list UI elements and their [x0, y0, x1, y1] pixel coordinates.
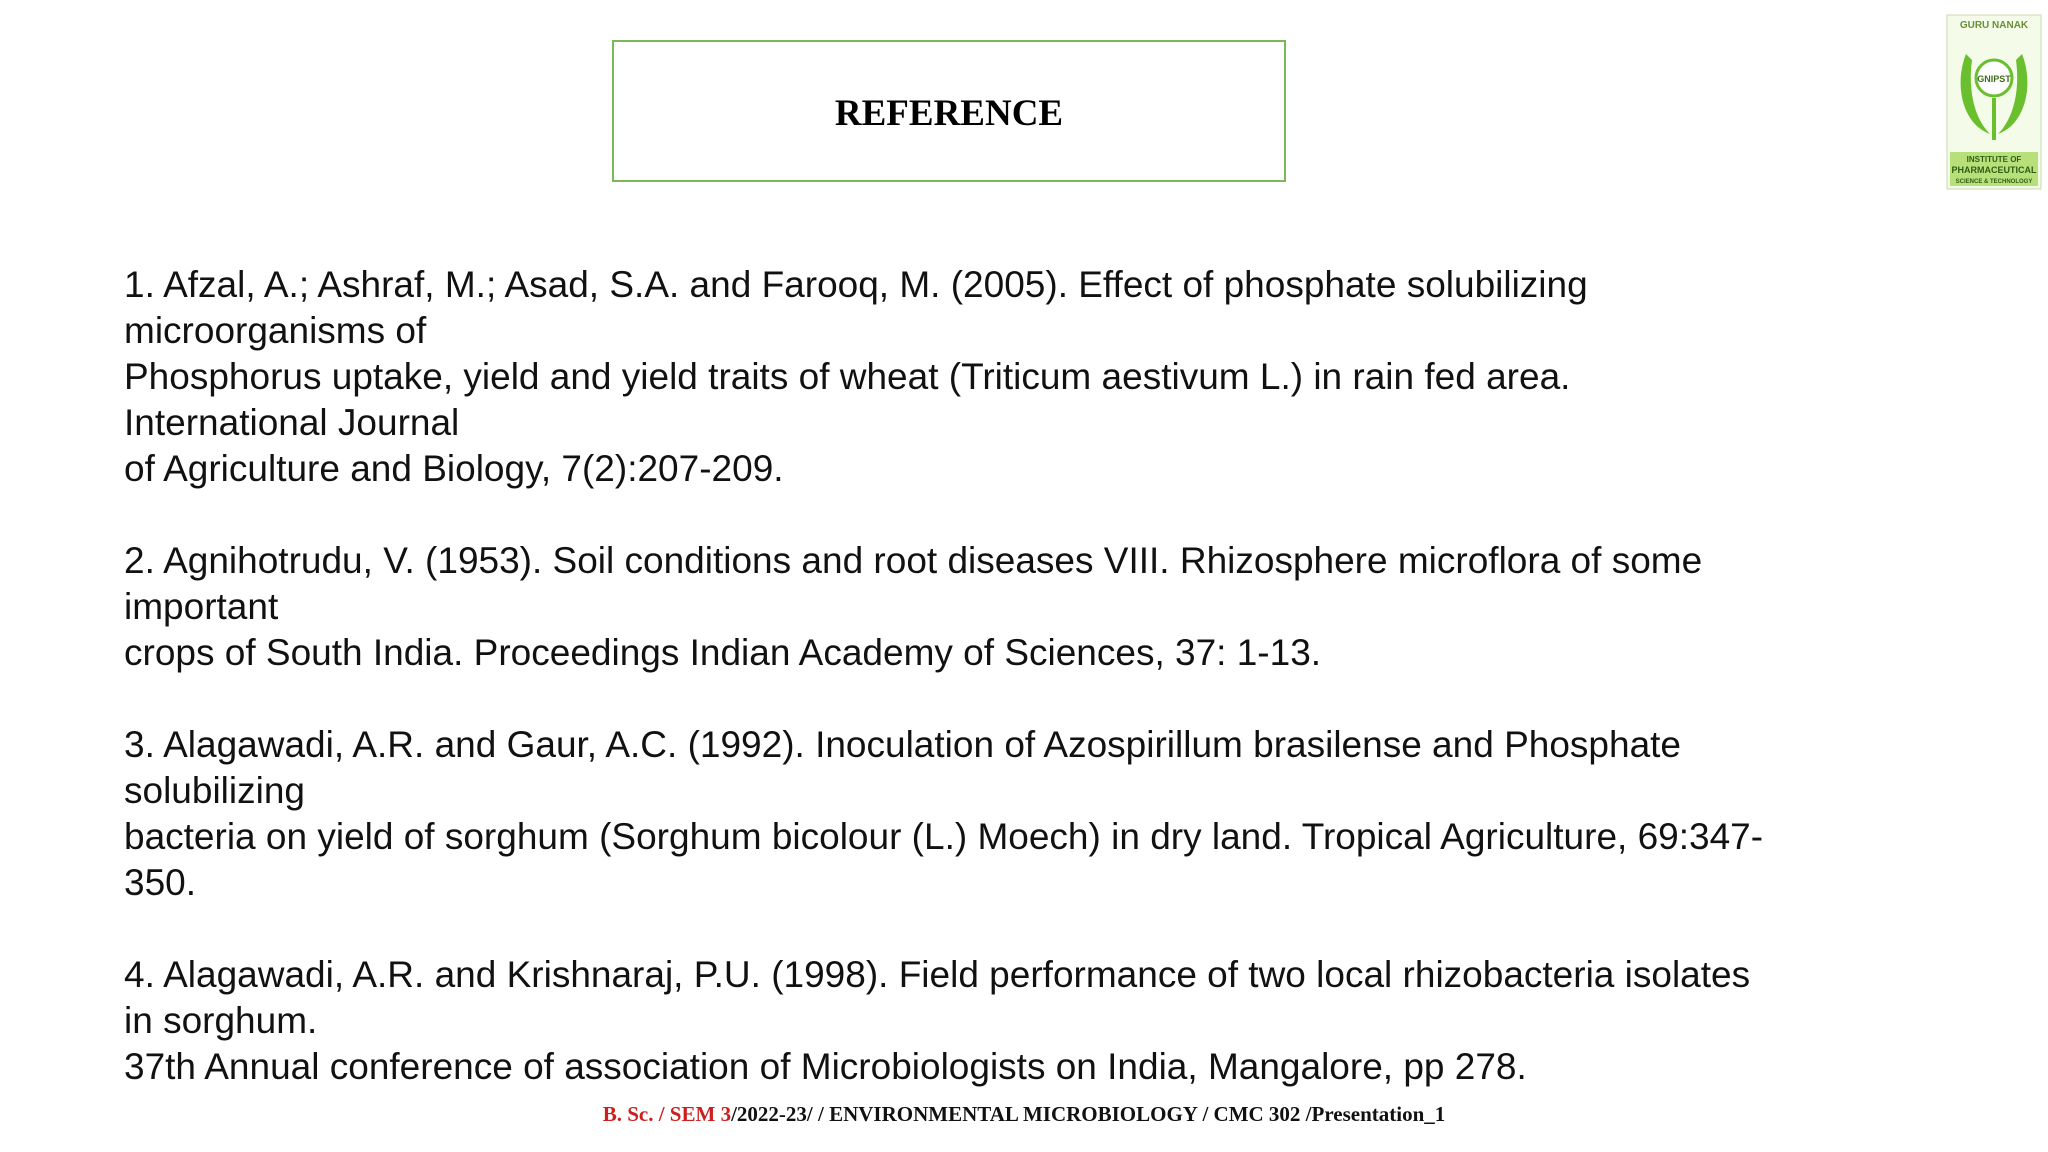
reference-line: microorganisms of [124, 310, 427, 351]
reference-line: 350. [124, 862, 197, 903]
logo-badge-text: GNIPST [1977, 74, 2011, 84]
reference-line: bacteria on yield of sorghum (Sorghum bicolour (L.) Moech) in dry land. Tropical Agriculture, 69:347- [124, 816, 1764, 857]
reference-item [124, 952, 1884, 1090]
logo-top-text: GURU NANAK [1959, 20, 2029, 31]
reference-item [124, 538, 1884, 676]
reference-line: Phosphorus uptake, yield and yield traits of wheat (Triticum aestivum L.) in rain fed area. [124, 356, 1571, 397]
reference-line: in sorghum. [124, 1000, 318, 1041]
reference-line: 3. Alagawadi, A.R. and Gaur, A.C. (1992). Inoculation of Azospirillum brasilense and Phosphate [124, 724, 1681, 765]
reference-line: 4. Alagawadi, A.R. and Krishnaraj, P.U. (1998). Field performance of two local rhizobacteria isolates [124, 954, 1751, 995]
reference-line: 2. Agnihotrudu, V. (1953). Soil conditions and root diseases VIII. Rhizosphere microflora of some [124, 540, 1703, 581]
logo-line1: INSTITUTE OF [1966, 155, 2022, 164]
reference-line: of Agriculture and Biology, 7(2):207-209. [124, 448, 784, 489]
reference-line: important [124, 586, 279, 627]
slide-title: REFERENCE [834, 92, 1064, 134]
title-box [612, 40, 1286, 182]
institute-logo [1946, 14, 2042, 190]
reference-item [124, 262, 1884, 492]
reference-line: 1. Afzal, A.; Ashraf, M.; Asad, S.A. and Farooq, M. (2005). Effect of phosphate solubilizing [124, 264, 1588, 305]
reference-item [124, 722, 1884, 906]
reference-line: solubilizing [124, 770, 305, 811]
footer-details: /2022-23/ / ENVIRONMENTAL MICROBIOLOGY / CMC 302 /Presentation_1 [731, 1102, 1446, 1126]
reference-list [124, 262, 1884, 1090]
logo-line2: PHARMACEUTICAL [1951, 165, 2037, 175]
reference-line: International Journal [124, 402, 460, 443]
reference-line: crops of South India. Proceedings Indian Academy of Sciences, 37: 1-13. [124, 632, 1322, 673]
slide-footer [0, 1102, 2048, 1127]
logo-line3: SCIENCE & TECHNOLOGY [1955, 179, 2033, 185]
footer-course: B. Sc. / SEM 3 [602, 1102, 732, 1126]
reference-line: 37th Annual conference of association of Microbiologists on India, Mangalore, pp 278. [124, 1046, 1527, 1087]
